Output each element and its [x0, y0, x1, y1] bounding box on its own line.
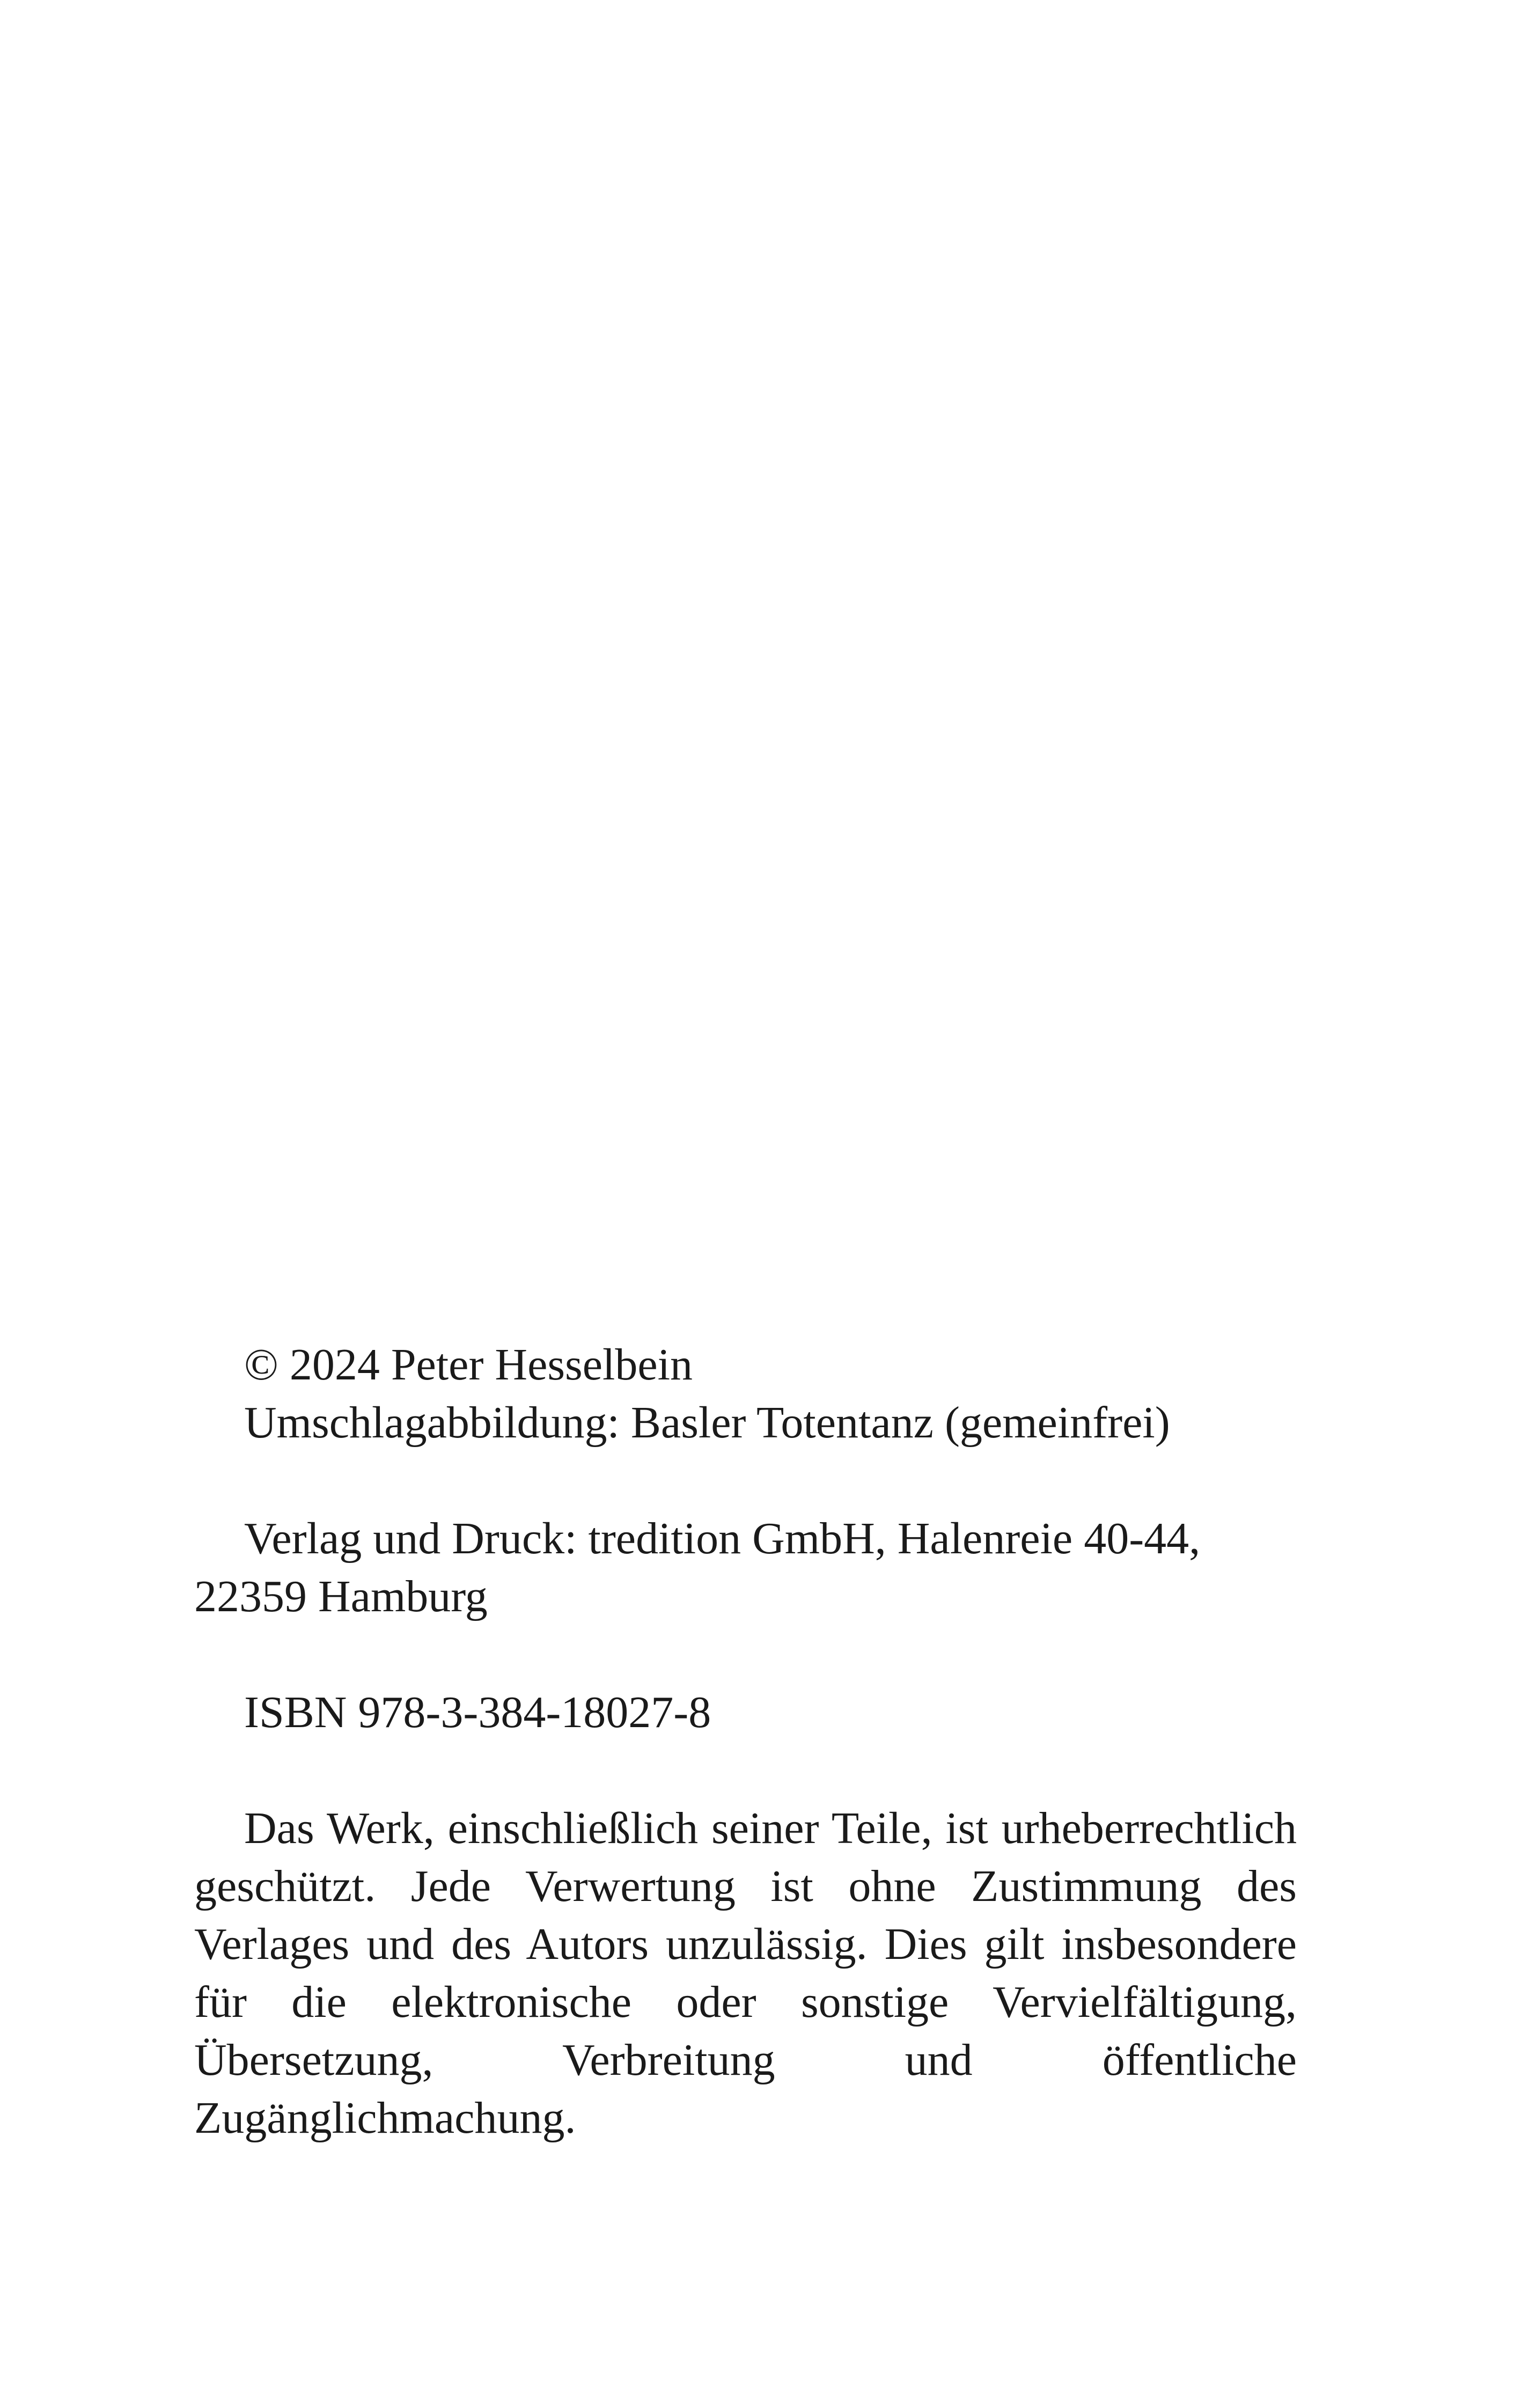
spacer [194, 1742, 1297, 1800]
isbn-paragraph [194, 1684, 1297, 1742]
spacer [194, 1452, 1297, 1510]
imprint-block [194, 1336, 1297, 2147]
publisher-address-line1: Verlag und Druck: tredition GmbH, Halenreie 40-44, [244, 1514, 1201, 1563]
copyright-line: © 2024 Peter Hesselbein [244, 1340, 693, 1390]
spacer [194, 1626, 1297, 1684]
rights-notice: Das Werk, einschließlich seiner Teile, ist urheberrechtlich geschützt. Jede Verwertung ist ohne Zustimmung des Verlages und des Autors unzulässig. Dies gilt insbesondere für die elektronische oder sonstige Vervielfältigung, Übersetzung, Verbreitung und öffentliche Zugänglichmachung. [194, 1803, 1297, 2143]
cover-image-credit: Umschlagabbildung: Basler Totentanz (gemeinfrei) [244, 1398, 1170, 1448]
copyright-paragraph [194, 1336, 1297, 1452]
publisher-address-line2: 22359 Hamburg [194, 1572, 488, 1621]
isbn-number: ISBN 978-3-384-18027-8 [244, 1687, 711, 1737]
publisher-paragraph [194, 1510, 1297, 1626]
